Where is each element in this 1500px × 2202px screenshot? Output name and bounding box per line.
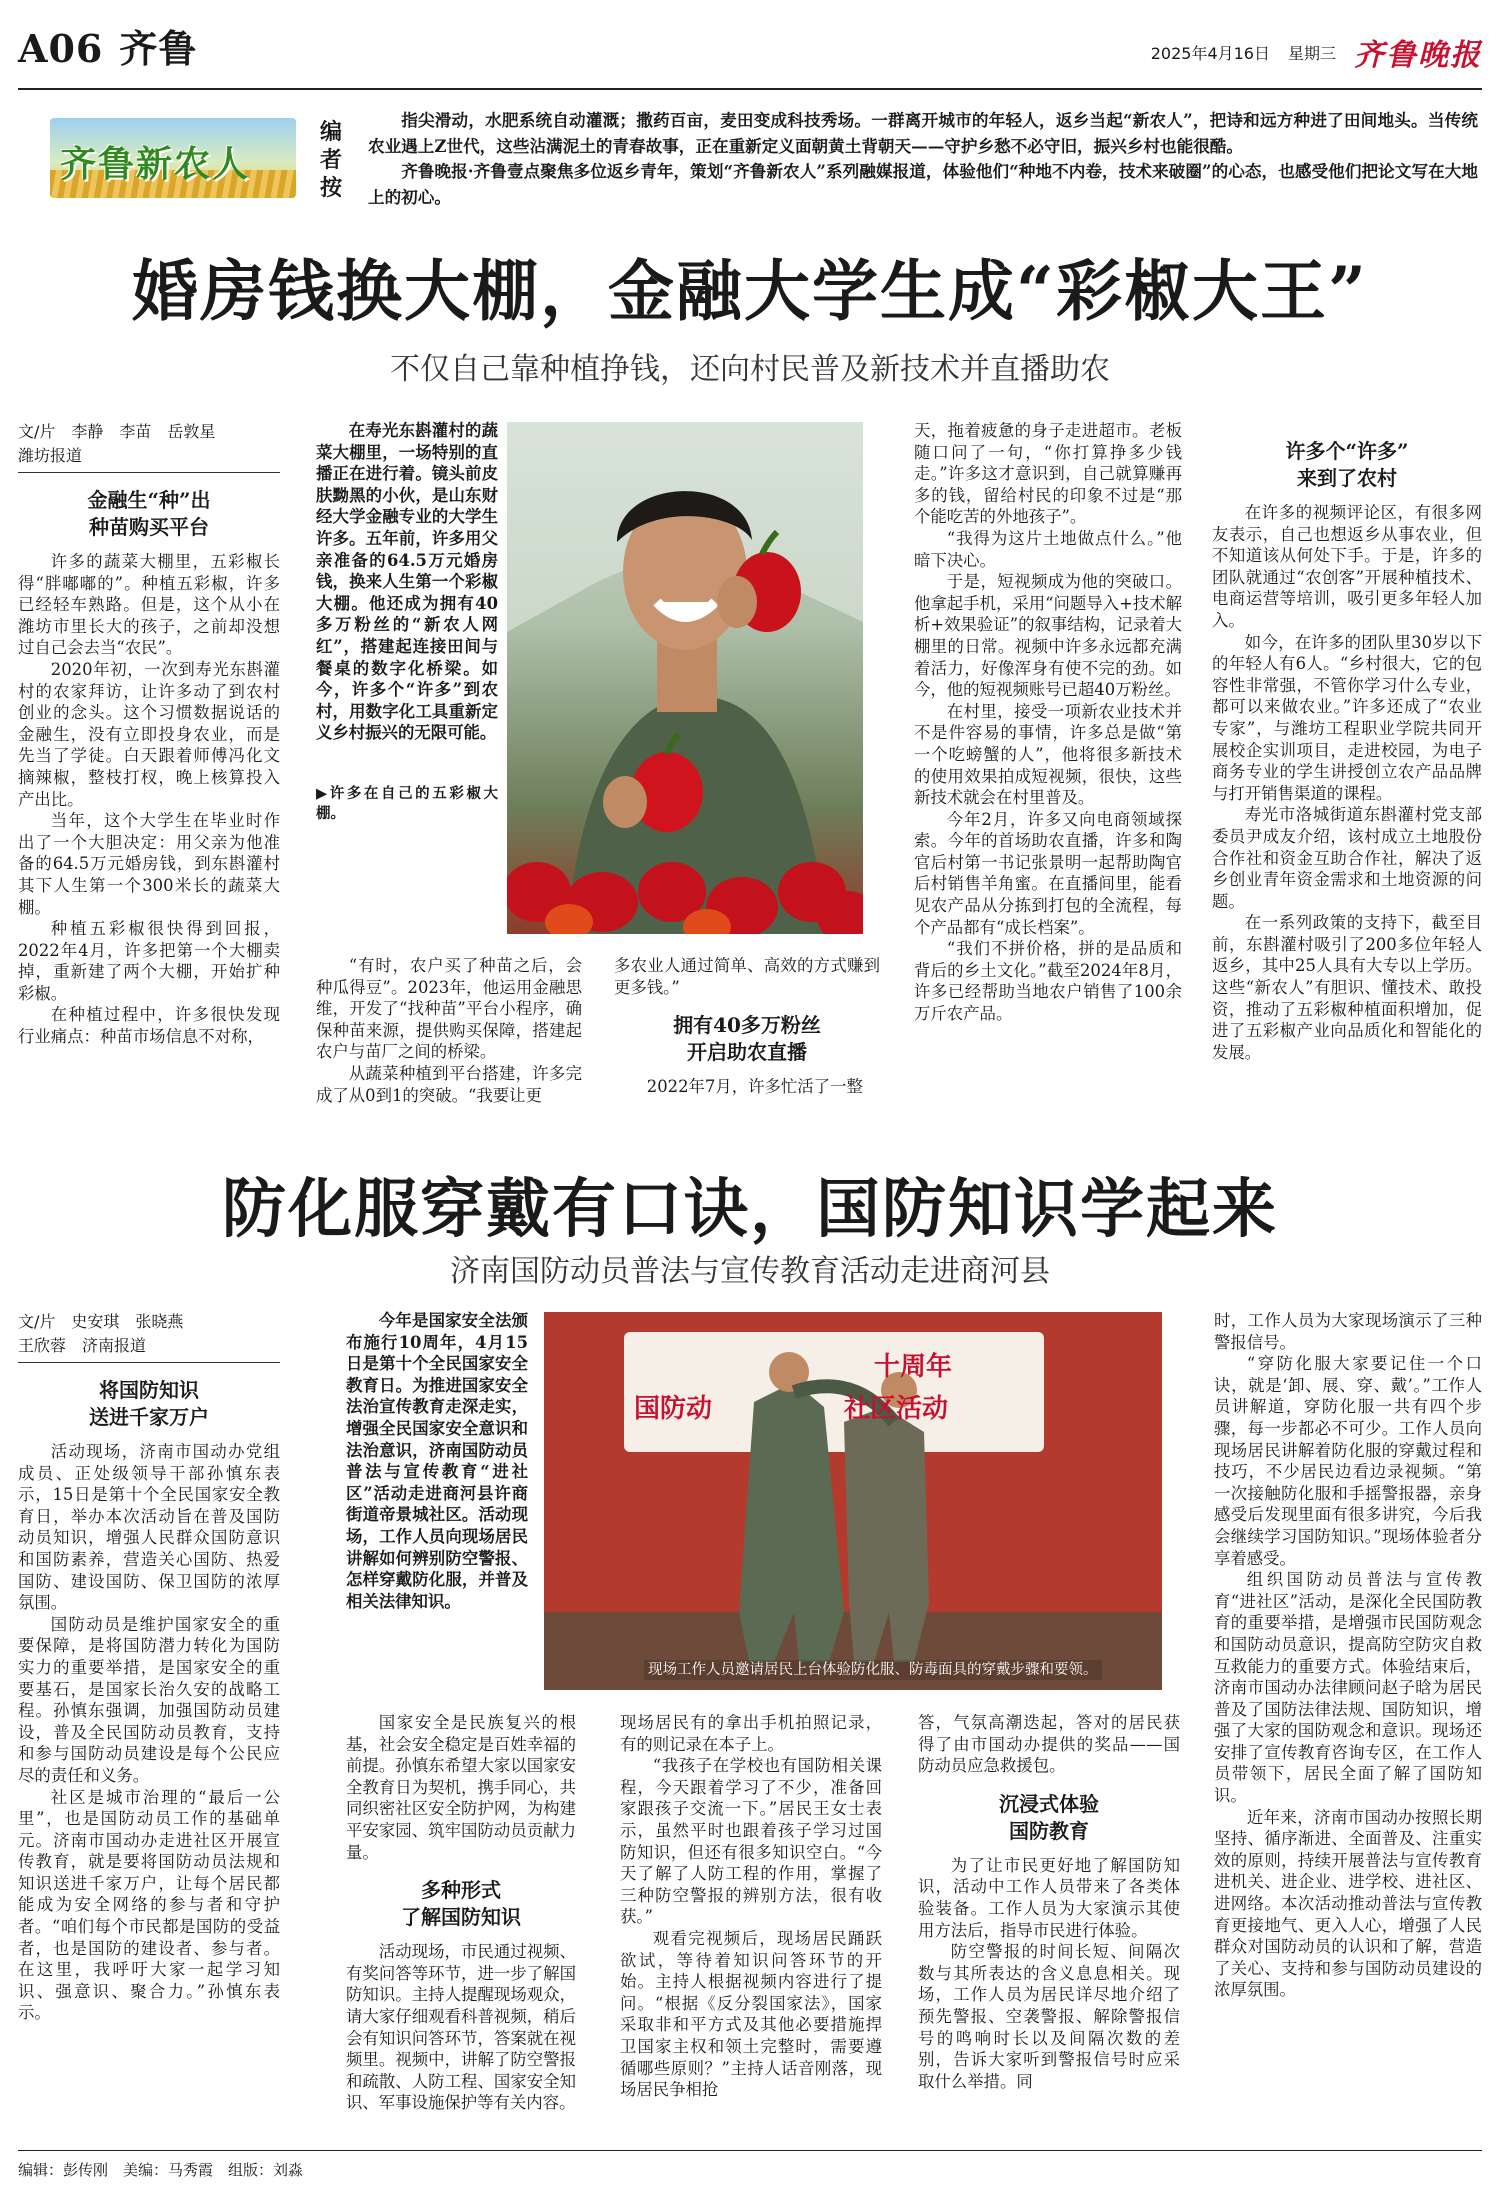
story2-col3	[620, 1712, 882, 2142]
para: 许多的蔬菜大棚里，五彩椒长得“胖嘟嘟的”。种植五彩椒，许多已经轻车熟路。但是，这个从小在潍坊市里长大的孩子，之前却没想过自己会去当“农民”。	[18, 552, 280, 658]
story2-subhead1: 将国防知识 送进千家万户	[89, 1378, 209, 1429]
page-footer: 编辑：彭传刚 美编：马秀霞 组版：刘淼	[18, 2150, 1482, 2180]
story2-photo-caption: 现场工作人员邀请居民上台体验防化服、防毒面具的穿戴步骤和要领。	[644, 1660, 1102, 1680]
story1-subhead2: 拥有40多万粉丝 开启助农直播	[673, 1013, 821, 1065]
story2-col5	[1214, 1310, 1482, 2142]
story1-dateline: 潍坊报道	[18, 446, 83, 465]
paper-logo: 齐鲁晚报	[1354, 38, 1482, 73]
para: 种植五彩椒很快得到回报，2022年4月，许多把第一个大棚卖掉，重新建了两个大棚，开始扩种彩椒。	[18, 919, 280, 1003]
para: 当年，这个大学生在毕业时作出了一个大胆决定：用父亲为他准备的64.5万元婚房钱，到东斟灌村其下人生第一个300米长的蔬菜大棚。	[18, 811, 280, 917]
story1-authors: 文/片 李静 李苗 岳敦星	[18, 422, 216, 441]
story2-dateline: 王欣蓉 济南报道	[18, 1336, 147, 1355]
para: 2022年7月，许多忙活了一整	[646, 1077, 863, 1097]
para: 在许多的视频评论区，有很多网友表示，自己也想返乡从事农业，但不知道该从何处下手。于是，许多的团队就通过“农创客”开展种植技术、电商运营等培训，吸引更多年轻人加入。	[1212, 503, 1482, 630]
story2-col4	[918, 1712, 1180, 2142]
story1-lead: 在寿光东斟灌村的蔬菜大棚里，一场特别的直播正在进行着。镜头前皮肤黝黑的小伙，是山东财经大学金融专业的大学生许多。五年前，许多用父亲准备的64.5万元婚房钱，换来人生第一个彩椒大棚。他还成为拥有40多万粉丝的“新农人网红”，搭建起连接田间与餐桌的数字化桥梁。如今，许多个“许多”到农村，用数字化工具重新定义乡村振兴的无限可能。	[316, 421, 498, 743]
farmer-illustration	[507, 422, 863, 934]
story1-col1	[18, 420, 280, 1200]
story2-col2	[346, 1310, 528, 1705]
banner-title: 齐鲁新农人	[60, 144, 251, 185]
para: 观看完视频后，现场居民踊跃欲试，等待着知识问答环节的开始。主持人根据视频内容进行了提问。“根据《反分裂国家法》，国家采取非和平方式及其他必要措施捍卫国家主权和领土完整时，需要遵循哪些原则？”主持人话音刚落，现场居民争相抢	[620, 1928, 882, 2100]
para: 活动现场，济南市国动办党组成员、正处级领导干部孙慎东表示，15日是第十个全民国家安全教育日，举办本次活动旨在普及国防动员知识，增强人民群众国防意识和国防素养，营造关心国防、热爱国防、建设国防、保卫国防的浓厚氛围。	[18, 1442, 280, 1613]
para: 在村里，接受一项新农业技术并不是件容易的事情，许多总是做“第一个吃螃蟹的人”，他将很多新技术的使用效果拍成短视频，很快，这些新技术就会在村里普及。	[914, 701, 1182, 808]
column-banner	[50, 118, 296, 198]
para: 时，工作人员为大家现场演示了三种警报信号。	[1214, 1311, 1482, 1352]
para: “我得为这片土地做点什么。”他暗下决心。	[914, 528, 1182, 570]
issue-weekday: 星期三	[1287, 43, 1336, 63]
story1-photo	[507, 422, 863, 934]
para: 2020年初，一次到寿光东斟灌村的农家拜访，让许多动了到农村创业的念头。这个习惯数据说话的金融生，没有立即投身农业，而是先当了学徒。白天跟着师傅冯化文摘辣椒，整枝打杈，晚上核算投入产出比。	[18, 659, 280, 809]
story1-subhead1: 金融生“种”出 种苗购买平台	[87, 488, 211, 539]
para: 活动现场，市民通过视频、有奖问答等环节，进一步了解国防知识。主持人提醒现场观众，请大家仔细观看科普视频，稍后会有知识问答环节，答案就在视频里。视频中，讲解了防空警报和疏散、人防工程、国家安全知识、军事设施保护等有关内容。	[346, 1942, 576, 2113]
para: 在一系列政策的支持下，截至目前，东斟灌村吸引了200多位年轻人返乡，其中25人具有大专以上学历。这些“新农人”有胆识、懂技术、敢投资，推动了五彩椒种植面积增加，促进了五彩椒产业向品质化和智能化的发展。	[1212, 913, 1482, 1062]
para: “我们不拼价格，拼的是品质和背后的乡土文化。”截至2024年8月，许多已经帮助当地农户销售了100余万斤农产品。	[914, 939, 1182, 1024]
para: 于是，短视频成为他的突破口。他拿起手机，采用“问题导入+技术解析+效果验证”的叙事结构，记录着大棚里的日常。视频中许多永远都充满着活力，好像浑身有使不完的劲。如今，他的短视频账号已超40万粉丝。	[914, 572, 1182, 700]
story2-lead: 今年是国家安全法颁布施行10周年，4月15日是第十个全民国家安全教育日。为推进国家安全法治宣传教育走深走实，增强全民国家安全意识和法治意识，济南国防动员普法与宣传教育“进社区”活动走进商河县许商街道帝景城社区。活动现场，工作人员向现场居民讲解如何辨别防空警报、怎样穿戴防化服，并普及相关法律知识。	[346, 1311, 528, 1611]
story2-col2-lower	[346, 1712, 576, 2142]
story1-col5	[1212, 420, 1482, 1200]
story2-subhead: 济南国防动员普法与宣传教育活动走进商河县	[450, 1254, 1050, 1289]
editor-note	[368, 108, 1478, 210]
para: 组织国防动员普法与宣传教育“进社区”活动，是深化全民国防教育的重要举措，是增强市民国防观念和国防动员意识，提高防空防灾自救互救能力的重要方式。体验结束后，济南市国动办法律顾问赵子晗为居民普及了国防法律法规、国防知识，增强了大家的国防观念和意识。现场还安排了宣传教育咨询专区，在工作人员带领下，居民全面了解了国防知识。	[1214, 1570, 1482, 1806]
para: 多农业人通过简单、高效的方式赚到更多钱。”	[614, 956, 880, 997]
backdrop-text-3: 国防动	[634, 1394, 713, 1424]
para: 如今，在许多的团队里30岁以下的年轻人有6人。“乡村很大，它的包容性非常强，不管你学习什么专业，都可以来做农业。”许多还成了“农业专家”，与潍坊工程职业学院共同开展校企实训项目，走进校园，为电子商务专业的学生讲授创立农产品品牌与打开销售渠道的课程。	[1212, 632, 1482, 803]
section-name: 齐鲁	[119, 26, 198, 71]
page-header	[18, 14, 1482, 90]
story2-subhead2: 多种形式 了解国防知识	[401, 1878, 521, 1930]
page-code: A06	[18, 26, 104, 71]
para: “我孩子在学校也有国防相关课程，今天跟着学习了不少，准备回家跟孩子交流一下。”居民王女士表示，虽然平时也跟着孩子学习过国防知识，但还有很多知识空白。“今天了解了人防工程的作用，掌握了三种防空警报的辨别方法，很有收获。”	[620, 1756, 882, 1927]
para: 在种植过程中，许多很快发现行业痛点：种苗市场信息不对称，	[18, 1005, 280, 1047]
backdrop-text: 十周年	[874, 1352, 953, 1382]
para: 答，气氛高潮迭起，答对的居民获得了由市国动办提供的奖品——国防动员应急救援包。	[918, 1713, 1180, 1776]
header-right	[1151, 30, 1482, 74]
story1-byline	[18, 420, 280, 473]
hazmat-demo-illustration	[544, 1312, 1162, 1690]
story1-photo-caption: ▶许多在自己的五彩椒大棚。	[316, 785, 498, 822]
para: 近年来，济南市国动办按照长期坚持、循序渐进、全面普及、注重实效的原则，持续开展普法与宣传教育进机关、进企业、进学校、进社区、进网络。本次活动推动普法与宣传教育更接地气、更入人心，增强了人民群众对国防动员的认识和了解，营造了关心、支持和参与国防动员建设的浓厚氛围。	[1214, 1807, 1482, 2000]
story2-subhead3: 沉浸式体验 国防教育	[999, 1791, 1099, 1843]
para: 防空警报的时间长短、间隔次数与其所表达的含义息息相关。现场，工作人员为居民详尽地介绍了预先警报、空袭警报、解除警报信号的鸣响时长以及间隔次数的差别，告诉大家听到警报信号时应采取什么举措。同	[918, 1942, 1180, 2091]
backdrop-text-2: 社区活动	[844, 1394, 949, 1424]
page-number	[18, 18, 197, 73]
editor-note-p1: 指尖滑动，水肥系统自动灌溉；撒药百亩，麦田变成科技秀场。一群离开城市的年轻人，返乡当起“新农人”，把诗和远方种进了田间地头。当传统农业遇上Z世代，这些沾满泥土的青春故事，正在重新定义面朝黄土背朝天——守护乡愁不必守旧，振兴乡村也能很酷。	[368, 110, 1478, 156]
editor-note-p2: 齐鲁晚报·齐鲁壹点聚焦多位返乡青年，策划“齐鲁新农人”系列融媒报道，体验他们“种地不内卷，技术来破圈”的心态，也感受他们把论文写在大地上的初心。	[368, 161, 1478, 207]
story2-col1	[18, 1310, 280, 2142]
para: “有时，农户买了种苗之后，会种瓜得豆”。2023年，他运用金融思维，开发了“找种苗”平台小程序，确保种苗来源，提供购买保障，搭建起农户与苗厂之间的桥梁。	[316, 956, 582, 1062]
para: 寿光市洛城街道东斟灌村党支部委员尹成友介绍，该村成立土地股份合作社和资金互助合作社，解决了返乡创业青年资金需求和土地资源的问题。	[1212, 805, 1482, 911]
story1-subhead: 不仅自己靠种植挣钱，还向村民普及新技术并直播助农	[390, 352, 1110, 387]
story1-headline: 婚房钱换大棚，金融大学生成“彩椒大王”	[132, 252, 1368, 330]
story1-subhead3: 许多个“许多” 来到了农村	[1285, 439, 1409, 490]
issue-date: 2025年4月16日	[1150, 43, 1270, 63]
story2-headline: 防化服穿戴有口诀，国防知识学起来	[222, 1172, 1278, 1247]
para: 国防动员是维护国家安全的重要保障，是将国防潜力转化为国防实力的重要举措，是国家安全的重要基石，是国家长治久安的战略工程。孙慎东强调，加强国防动员建设，普及全民国防动员教育，支持和参与国防动员建设是每个公民应尽的责任和义务。	[18, 1614, 280, 1785]
para: 国家安全是民族复兴的根基，社会安全稳定是百姓幸福的前提。孙慎东希望大家以国家安全教育日为契机，携手同心，共同织密社区安全防护网，为构建平安家园、筑牢国防动员贡献力量。	[346, 1713, 576, 1862]
story1-col4	[914, 420, 1182, 1200]
para: 从蔬菜种植到平台搭建，许多完成了从0到1的突破。“我要让更	[316, 1063, 582, 1105]
editor-note-label: 编者按	[319, 119, 342, 201]
para: 今年2月，许多又向电商领域探索。今年的首场助农直播，许多和陶官后村第一书记张景明一起帮助陶官后村销售羊角蜜。在直播间里，能看见农产品从分拣到打包的全流程，每个产品都有“成长档案”。	[914, 809, 1182, 937]
story2-byline	[18, 1310, 280, 1363]
para: 社区是城市治理的“最后一公里”，也是国防动员工作的基础单元。济南市国动办走进社区开展宣传教育，就是要将国防动员法规和知识送进千家万户，让每个居民都能成为安全网络的参与者和守护者。“咱们每个市民都是国防的受益者，也是国防的建设者、参与者。在这里，我呼吁大家一起学习知识、强意识、聚合力。”孙慎东表示。	[18, 1787, 280, 2023]
para: 现场居民有的拿出手机拍照记录，有的则记录在本子上。	[620, 1713, 882, 1754]
para: “穿防化服大家要记住一个口诀，就是‘卸、展、穿、戴’。”工作人员讲解道，穿防化服一共有四个步骤，每一步都必不可少。工作人员向现场居民讲解着防化服的穿戴过程和技巧，不少居民边看边录视频。“第一次接触防化服和手摇警报器，亲身感受后发现里面有很多讲究，今后我会继续学习国防知识。”现场体验者分享着感受。	[1214, 1354, 1482, 1568]
para: 为了让市民更好地了解国防知识，活动中工作人员带来了各类体验装备。工作人员为大家演示其使用方法后，指导市民进行体验。	[918, 1855, 1180, 1940]
story2-photo	[544, 1312, 1162, 1690]
para: 天，拖着疲惫的身子走进超市。老板随口问了一句，“你打算挣多少钱走。”许多这才意识到，自己就算赚再多的钱，留给村民的印象不过是“那个能吃苦的外地孩子”。	[914, 421, 1182, 527]
story2-authors: 文/片 史安琪 张晓燕	[18, 1312, 184, 1331]
